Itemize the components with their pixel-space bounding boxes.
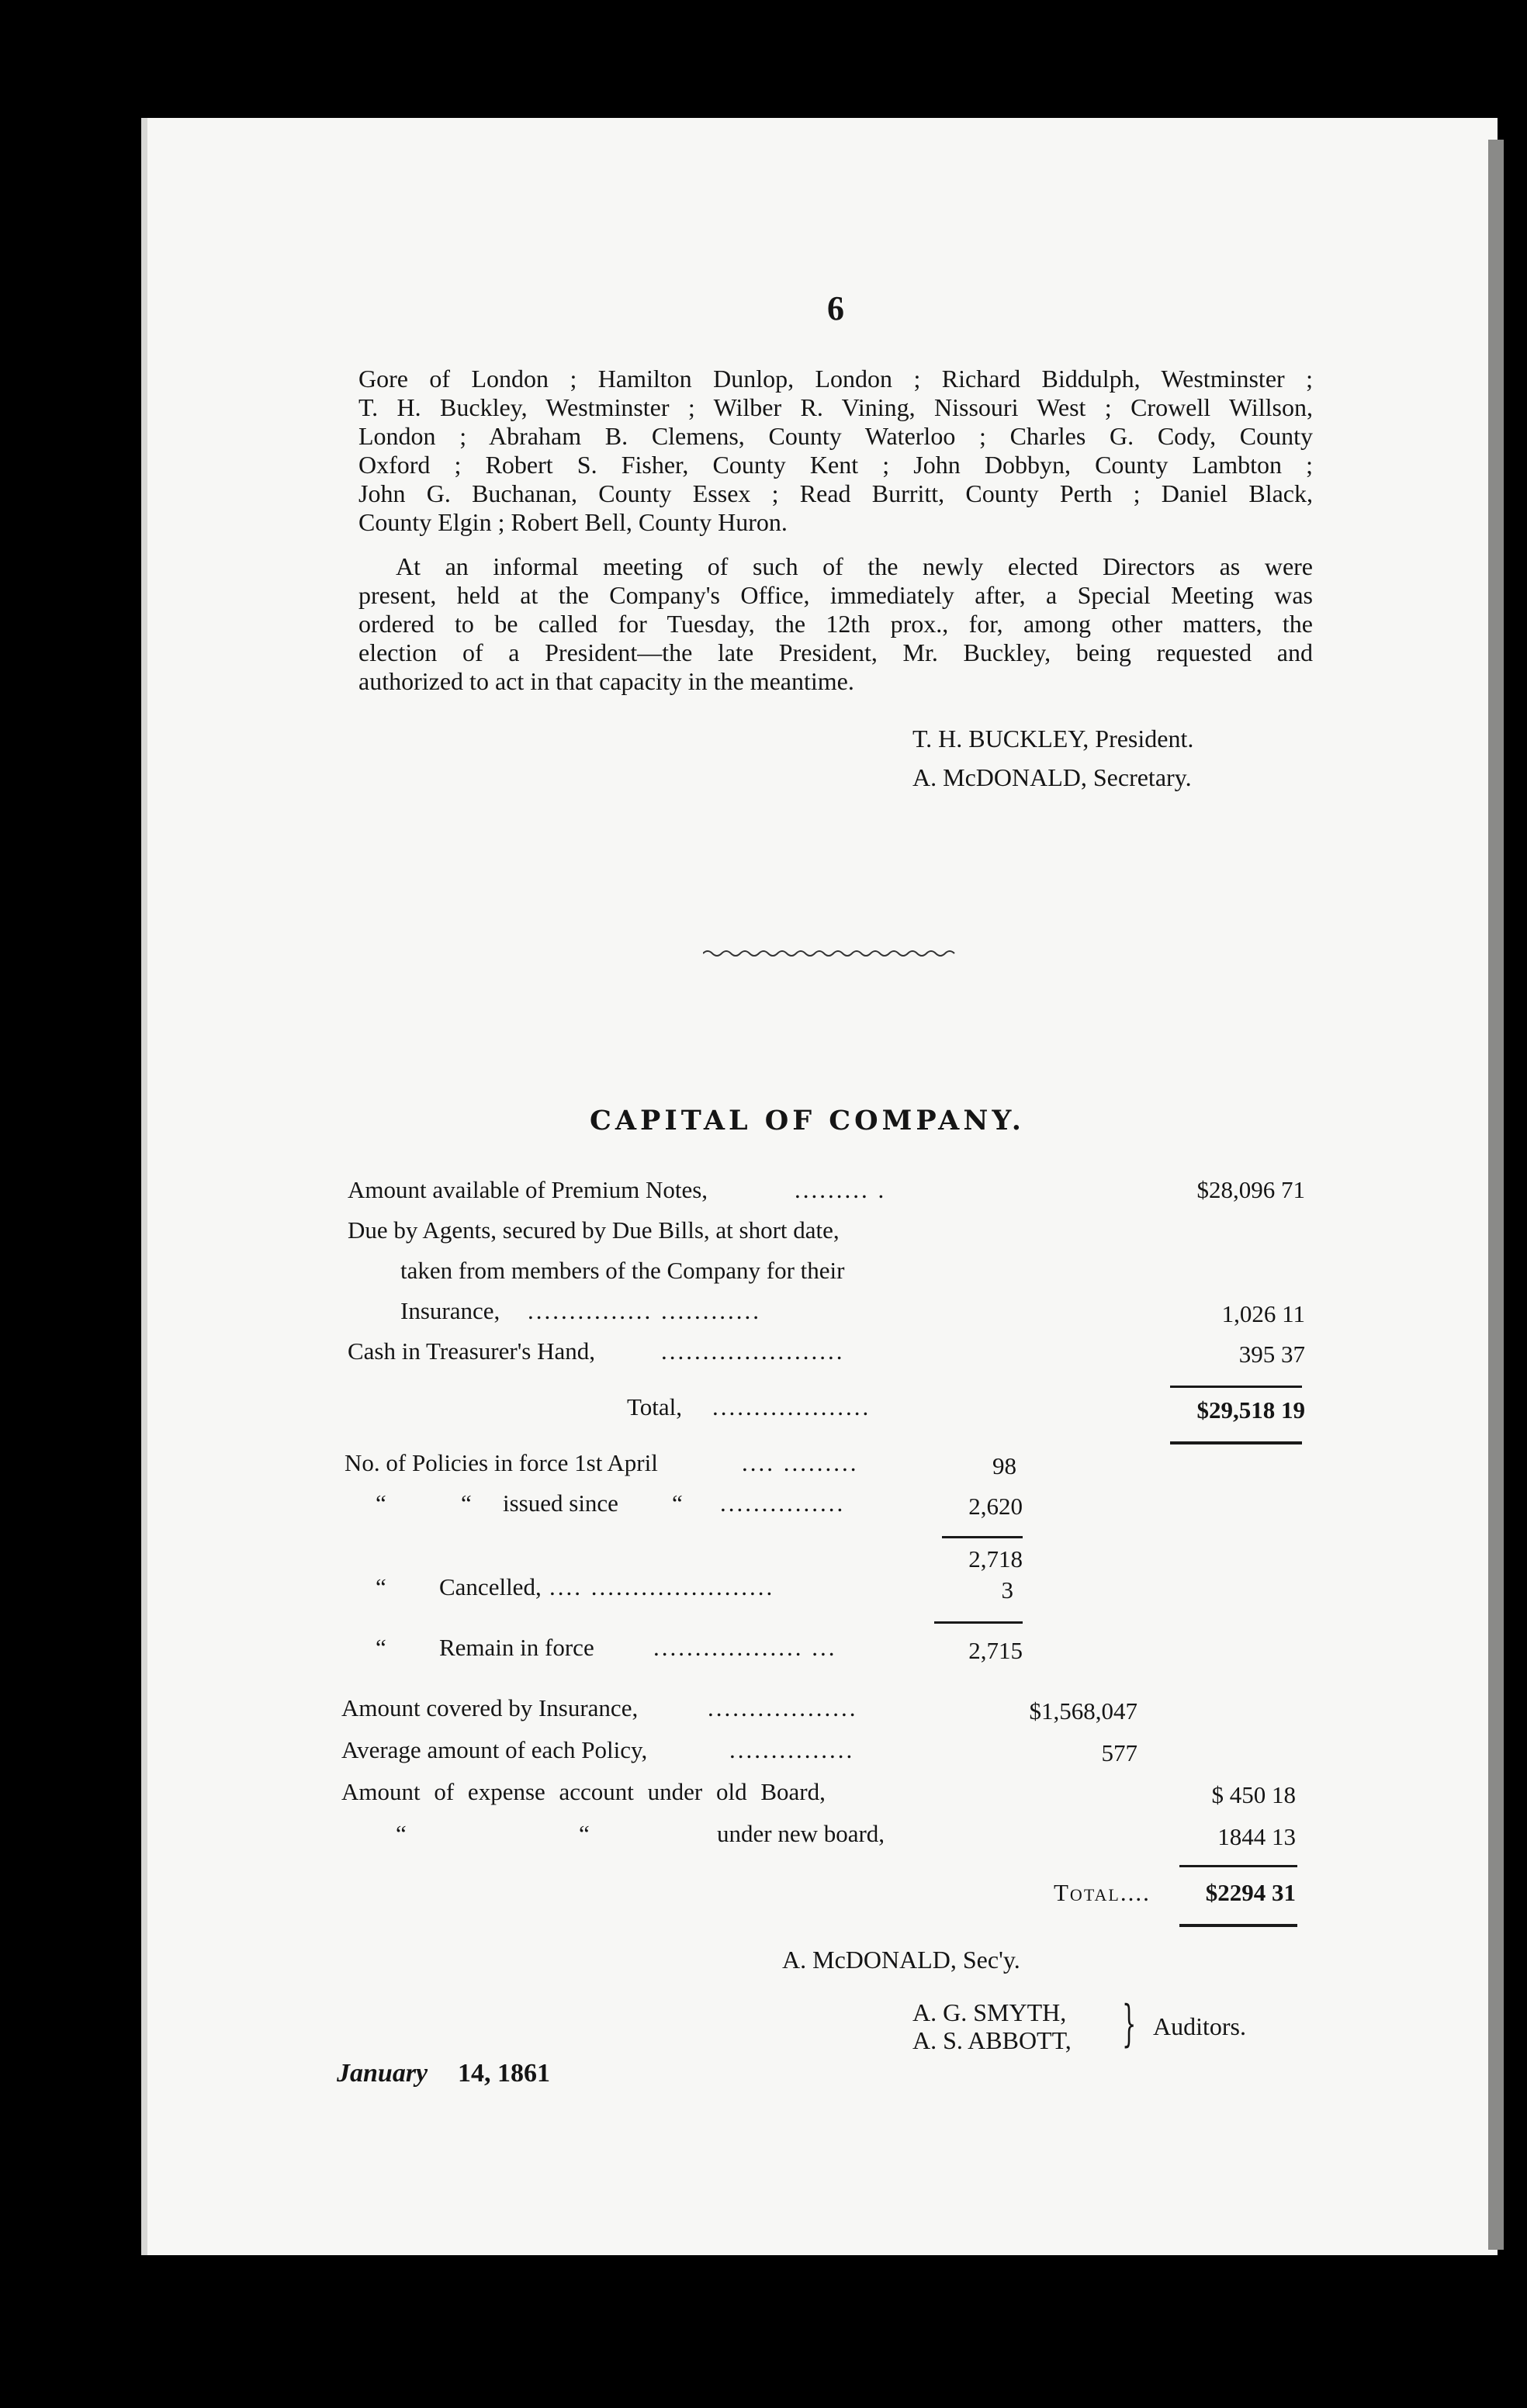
cancelled-label: Cancelled, <box>439 1573 542 1600</box>
expense-label: Amount of expense account under old Board, <box>341 1778 826 1805</box>
leader-dots: ............... <box>720 1489 846 1517</box>
paragraph-line: Oxford ; Robert S. Fisher, County Kent ; John Dobbyn, County Lambton ; <box>358 451 1313 479</box>
agents-line-1: Due by Agents, secured by Due Bills, at short date, <box>348 1216 840 1244</box>
leader-dots: ................... <box>712 1393 871 1420</box>
auditor-smyth: A. G. SMYTH, <box>912 1998 1067 2026</box>
issued-since-label: issued since <box>503 1489 618 1517</box>
next-page-edge <box>1488 140 1504 2250</box>
ditto-mark: “ <box>579 1820 590 1847</box>
total-double-rule <box>1179 1924 1297 1927</box>
ornamental-rule <box>703 948 956 959</box>
covered-label: Amount covered by Insurance, <box>341 1694 639 1721</box>
sum-rule <box>934 1621 1023 1624</box>
average-value: 577 <box>1101 1739 1137 1766</box>
page-number: 6 <box>827 289 844 327</box>
paragraph-line: County Elgin ; Robert Bell, County Huron. <box>358 508 788 536</box>
ditto-mark: “ <box>672 1489 683 1517</box>
date-month: January <box>337 2059 428 2088</box>
directors-paragraph <box>358 365 1313 537</box>
paragraph-line: authorized to act in that capacity in the meantime. <box>358 667 854 695</box>
cancelled-value: 3 <box>1001 1576 1013 1604</box>
total-label: Total, <box>627 1393 683 1420</box>
paragraph-line: ordered to be called for Tuesday, the 12th prox., for, among other matters, the <box>358 610 1313 638</box>
sum-rule <box>942 1536 1023 1538</box>
paragraph-line: election of a President—the late President, Mr. Buckley, being requested and <box>358 638 1313 666</box>
cash-amount: 395 37 <box>1238 1341 1305 1368</box>
paragraph-line: John G. Buchanan, County Essex ; Read Burritt, County Perth ; Daniel Black, <box>358 479 1313 507</box>
expense-total-amount: $2294 31 <box>1205 1879 1296 1906</box>
ditto-mark: “ <box>376 1573 386 1600</box>
expense-new-amount: 1844 13 <box>1217 1823 1296 1850</box>
paragraph-line: T. H. Buckley, Westminster ; Wilber R. Vining, Nissouri West ; Crowell Willson, <box>358 393 1313 421</box>
paragraph-line: At an informal meeting of such of the newly elected Directors as were <box>396 552 1313 580</box>
leader-dots: ............... <box>729 1736 855 1763</box>
policies-subtotal: 2,718 <box>968 1545 1023 1572</box>
leader-dots: .................. <box>708 1694 858 1721</box>
closing-secretary: A. McDONALD, Sec'y. <box>782 1946 1020 1974</box>
premium-notes-amount: $28,096 71 <box>1196 1176 1305 1203</box>
policies-in-force-label: No. of Policies in force 1st April <box>345 1449 658 1476</box>
leader-dots: .... ...................... <box>549 1573 775 1600</box>
leader-dots: ............... ............ <box>528 1297 761 1324</box>
auditors-label: Auditors. <box>1153 2012 1246 2040</box>
cash-label: Cash in Treasurer's Hand, <box>348 1337 596 1365</box>
paragraph-line: London ; Abraham B. Clemens, County Waterloo ; Charles G. Cody, County <box>358 422 1313 450</box>
average-label: Average amount of each Policy, <box>341 1736 648 1763</box>
capital-total-amount: $29,518 19 <box>1196 1396 1305 1424</box>
sum-rule <box>1170 1386 1302 1388</box>
issued-since-value: 2,620 <box>968 1493 1023 1520</box>
total-double-rule <box>1170 1441 1302 1444</box>
remain-label: Remain in force <box>439 1634 594 1661</box>
premium-notes-label: Amount available of Premium Notes, <box>348 1176 708 1203</box>
paragraph-line: present, held at the Company's Office, immediately after, a Special Meeting was <box>358 581 1313 609</box>
capital-heading: CAPITAL OF COMPANY. <box>590 1105 1025 1137</box>
agents-amount: 1,026 11 <box>1221 1300 1305 1327</box>
agents-line-3: Insurance, <box>400 1297 500 1324</box>
meeting-paragraph <box>358 552 1313 696</box>
ditto-mark: “ <box>396 1820 407 1847</box>
policies-in-force-value: 98 <box>992 1452 1016 1479</box>
ditto-mark: “ <box>461 1489 472 1517</box>
auditors-brace: } <box>1122 1995 1137 2053</box>
covered-value: $1,568,047 <box>1029 1697 1137 1725</box>
expense-total-label: Total.... <box>1054 1879 1151 1906</box>
leader-dots: ......... . <box>795 1176 887 1203</box>
expense-old-amount: $ 450 18 <box>1211 1781 1296 1808</box>
date-rest: 14, 1861 <box>458 2059 550 2088</box>
ditto-mark: “ <box>376 1634 386 1661</box>
secretary-signature: A. McDONALD, Secretary. <box>912 763 1192 791</box>
leader-dots: .................. ... <box>653 1634 837 1661</box>
leader-dots: ...................... <box>661 1337 845 1365</box>
sum-rule <box>1179 1865 1297 1867</box>
ditto-mark: “ <box>376 1489 386 1517</box>
expense-new-label: under new board, <box>717 1820 885 1847</box>
remain-value: 2,715 <box>968 1637 1023 1664</box>
president-signature: T. H. BUCKLEY, President. <box>912 725 1194 752</box>
leader-dots: .... ......... <box>742 1449 859 1476</box>
paragraph-line: Gore of London ; Hamilton Dunlop, London ; Richard Biddulph, Westminster ; <box>358 365 1313 393</box>
agents-line-2: taken from members of the Company for their <box>400 1257 845 1284</box>
auditor-abbott: A. S. ABBOTT, <box>912 2026 1072 2054</box>
